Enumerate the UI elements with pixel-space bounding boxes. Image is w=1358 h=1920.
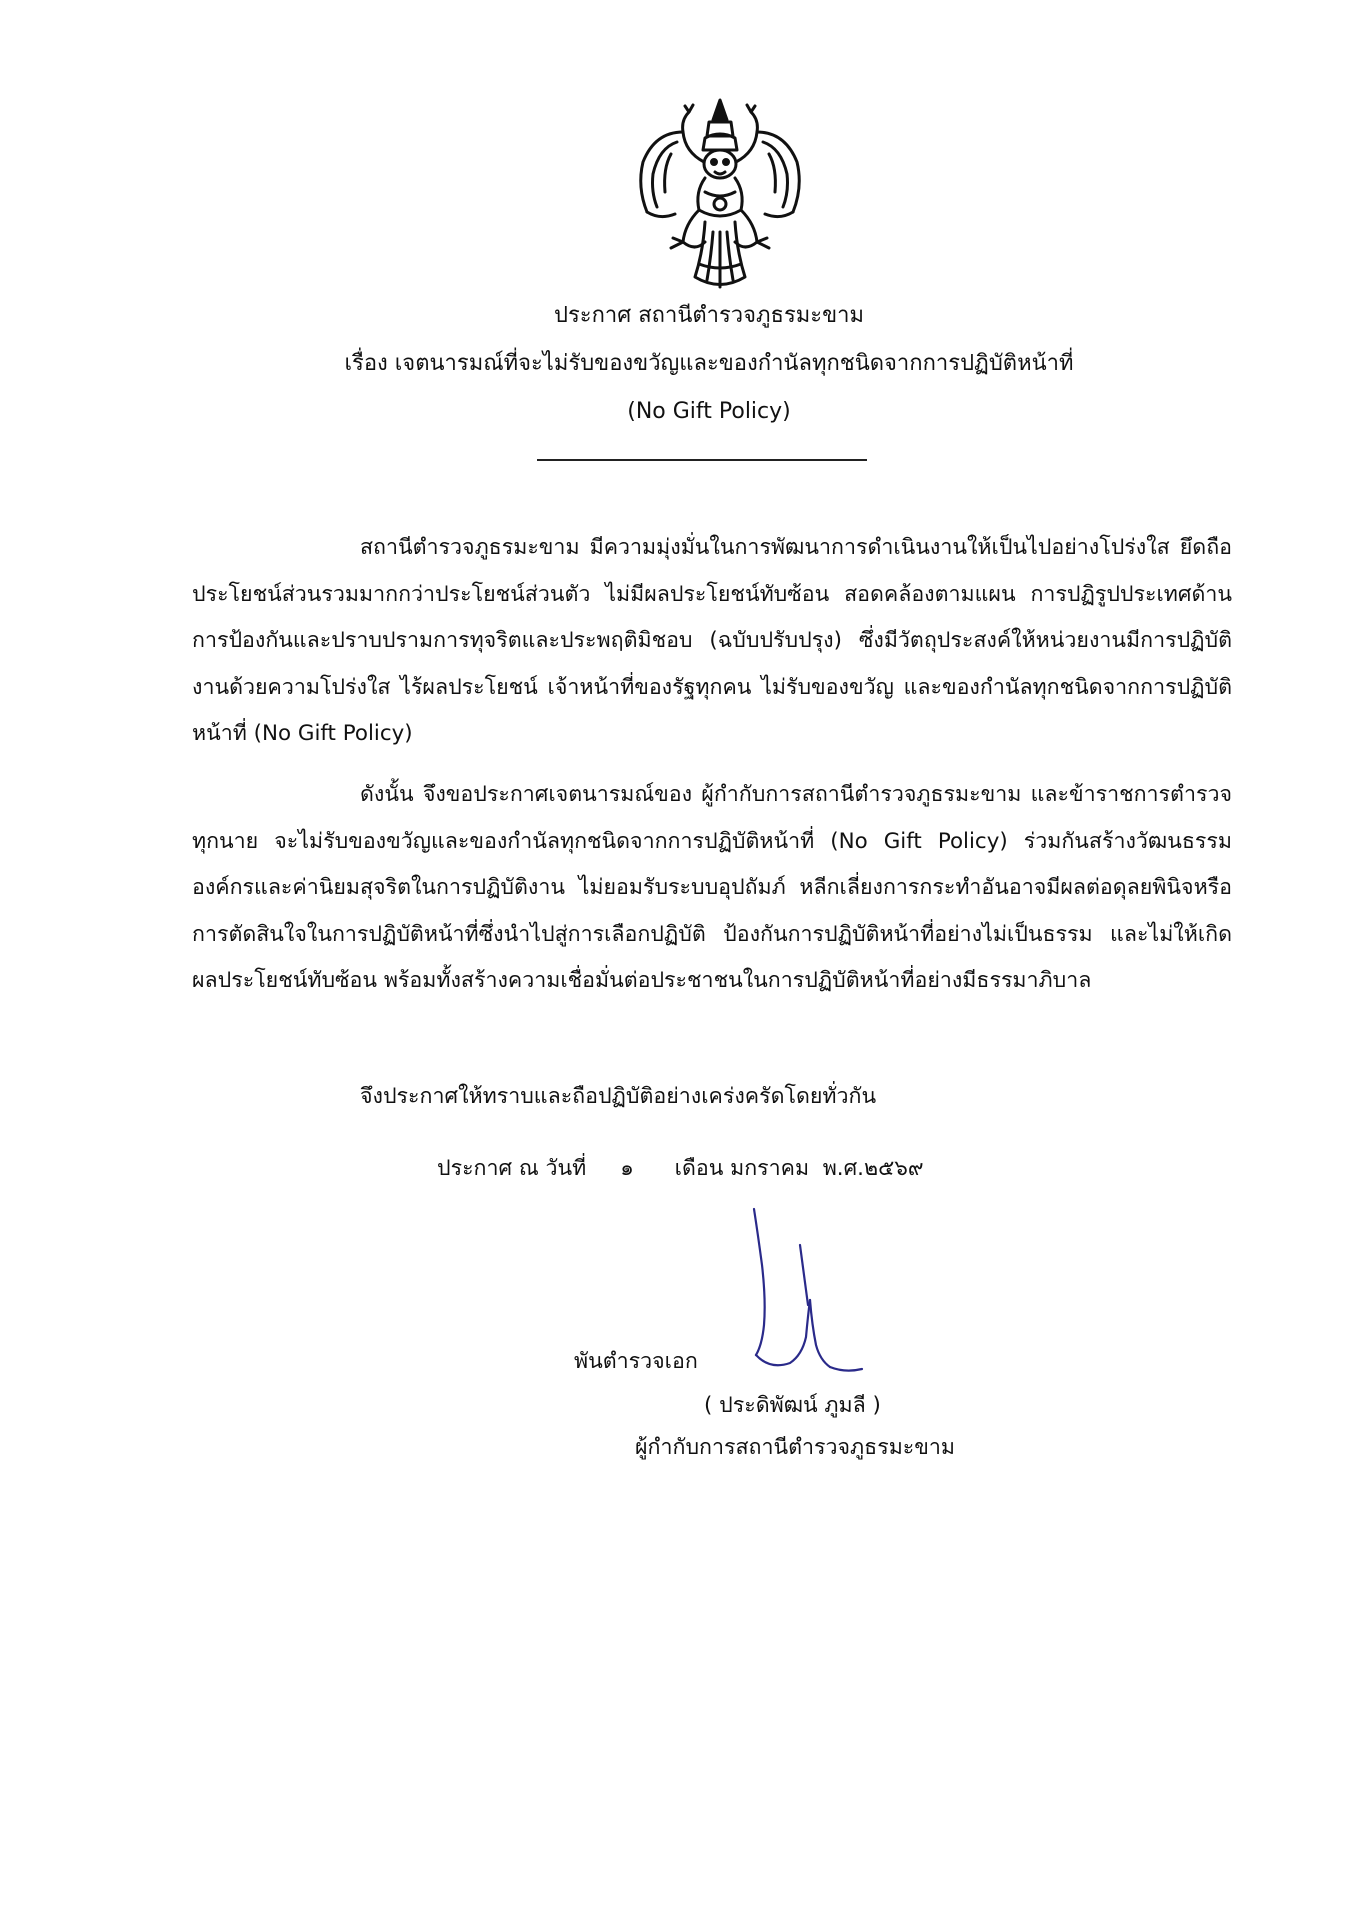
announcement-date [437,1153,924,1185]
body-paragraph-3: จึงประกาศให้ทราบและถือปฏิบัติอย่างเคร่งครัดโดยทั่วกัน [360,1084,877,1109]
garuda-emblem-icon [625,92,815,297]
announcement-subject: เรื่อง เจตนารมณ์ที่จะไม่รับของขวัญและของกำนัลทุกชนิดจากการปฏิบัติหน้าที่ [344,351,1074,376]
date-day: ๑ [620,1156,634,1181]
date-year: พ.ศ.๒๕๖๙ [822,1156,924,1181]
handwritten-signature [740,1205,870,1375]
date-month: เดือน มกราคม [674,1156,810,1181]
body-paragraph-1: สถานีตำรวจภูธรมะขาม มีความมุ่งมั่นในการพัฒนาการดำเนินงานให้เป็นไปอย่างโปร่งใส ยึดถือประโยชน์ส่วนรวมมากกว่าประโยชน์ส่วนตัว ไม่มีผลประโยชน์ทับซ้อน สอดคล้องตามแผน การปฏิรูปประเทศด้านการป้องกันและปราบปรามการทุจริตและประพฤติมิชอบ (ฉบับปรับปรุง) ซึ่งมีวัตถุประสงค์ให้หน่วยงานมีการปฏิบัติงานด้วยความโปร่งใส ไร้ผลประโยชน์ เจ้าหน้าที่ของรัฐทุกคน ไม่รับของขวัญ และของกำนัลทุกชนิดจากการปฏิบัติหน้าที่ (No Gift Policy) [192,535,1232,747]
policy-name: (No Gift Policy) [627,399,791,424]
body-paragraph-2: ดังนั้น จึงขอประกาศเจตนารมณ์ของ ผู้กำกับการสถานีตำรวจภูธรมะขาม และข้าราชการตำรวจทุกนาย จะไม่รับของขวัญและของกำนัลทุกชนิดจากการปฏิบัติหน้าที่ (No Gift Policy) ร่วมกันสร้างวัฒนธรรมองค์กรและค่านิยมสุจริตในการปฏิบัติงาน ไม่ยอมรับระบบอุปถัมภ์ หลีกเลี่ยงการกระทำอันอาจมีผลต่อดุลยพินิจหรือการตัดสินใจในการปฏิบัติหน้าที่ซึ่งนำไปสู่การเลือกปฏิบัติ ป้องกันการปฏิบัติหน้าที่อย่างไม่เป็นธรรม และไม่ให้เกิดผลประโยชน์ทับซ้อน พร้อมทั้งสร้างความเชื่อมั่นต่อประชาชนในการปฏิบัติหน้าที่อย่างมีธรรมาภิบาล [192,782,1232,994]
signatory-position: ผู้กำกับการสถานีตำรวจภูธรมะขาม [635,1435,956,1460]
announcement-title: ประกาศ สถานีตำรวจภูธรมะขาม [553,303,865,328]
date-prefix: ประกาศ ณ วันที่ [437,1156,587,1181]
title-divider [537,459,867,461]
signatory-rank: พันตำรวจเอก [574,1349,698,1374]
signatory-name: ( ประดิพัฒน์ ภูมลี ) [704,1393,881,1418]
